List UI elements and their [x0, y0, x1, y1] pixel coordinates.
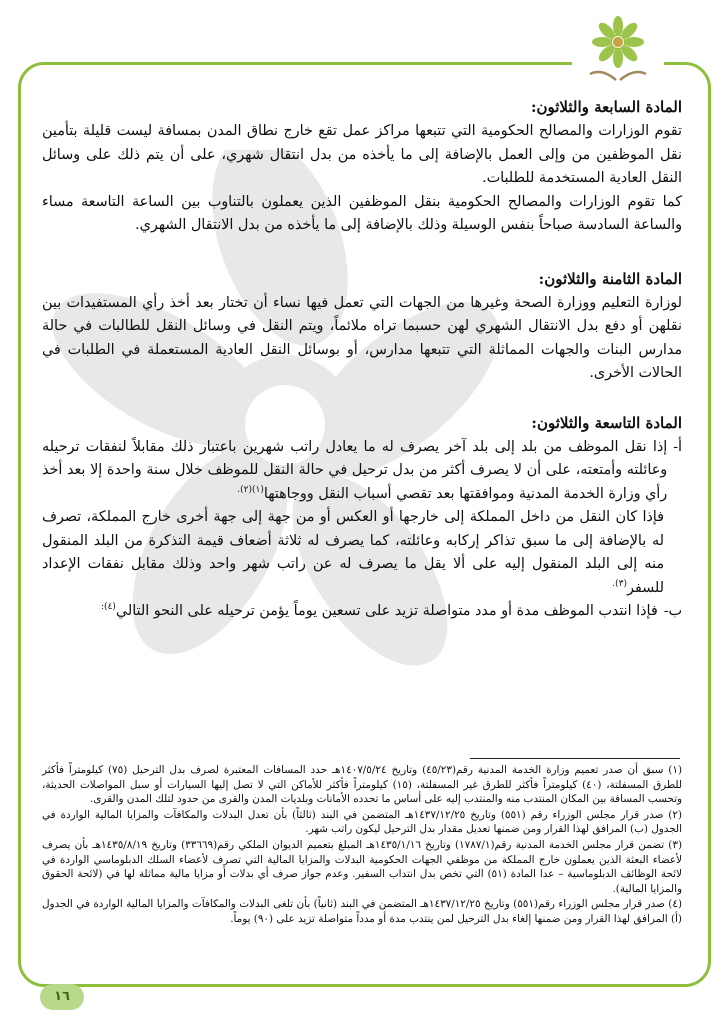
item-a-text: [42, 436, 667, 507]
article-37-paragraph-1: تقوم الوزارات والمصالح الحكومية التي تتبعها مراكز عمل تقع خارج نطاق المدن بمسافة ليست قليلة بتأمين نقل الموظفين من وإلى العمل بالإضافة إلى ما يأخذه من بدل انتقال شهري، على أن يتم ذلك على وسائل النقل العادية المستخدمة للطلبات.: [42, 123, 683, 186]
article-37-paragraph-2: كما تقوم الوزارات والمصالح الحكومية بنقل الموظفين الذين يعملون بالتناوب بين الساعة التاسعة مساء والساعة السادسة صباحاً بنفس الوسيلة وذلك بالإضافة إلى ما يأخذه من بدل الانتقال الشهري.: [42, 193, 682, 233]
footnote-divider: [470, 758, 680, 759]
article-37: [42, 96, 682, 238]
footnotes: [42, 763, 682, 928]
page-number: ١٦: [40, 984, 84, 1010]
article-38-title: المادة الثامنة والثلاثون:: [538, 269, 682, 288]
item-a-continuation-body: فإذا كان النقل من داخل المملكة إلى خارجها أو العكس أو من جهة إلى جهة أخرى خارج المملكة، تصرف له بالإضافة إلى ما سبق تذاكر إركابه وعائلته، كما يصرف له ثلاثة أضعاف قيمة التذكرة من البلد المنقول منه إلى البلد المنقول إليه على ألا يقل ما يصرف له عن راتب شهر واحد وذلك مقابل نفقات الإعداد للسفر: [42, 509, 664, 596]
item-a-continuation-ref: (٣).: [612, 578, 628, 589]
article-39-item-a: [42, 436, 682, 507]
article-38-paragraph-1: لوزارة التعليم ووزارة الصحة وغيرها من الجهات التي تعمل فيها نساء أن تختار بعد أخذ رأي المستفيدات بين نقلهن أو دفع بدل الانتقال الشهري لهن حسبما تراه ملائماً، ويتم النقل في وسائل النقل للطالبات في حالة مدارس البنات والجهات المماثلة التي تتبعها مدارس، أو بوسائل النقل العادية المستعملة في الطلبات في الحالات الأخرى.: [42, 294, 682, 381]
item-a-footnote-refs: (١)(٢).: [237, 484, 264, 495]
article-37-title: المادة السابعة والثلاثون:: [530, 98, 682, 116]
item-a-continuation: [42, 506, 664, 600]
item-a-body: إذا نقل الموظف من بلد إلى بلد آخر يصرف له ما يعادل راتب شهرين باعتبار ذلك مقابلاً لنفقات ترحيله وعائلته وأمتعته، على أن لا يصرف أكثر من بدل ترحيل في حالة النقل للموظف خلال سنة واحدة إلا بعد أخذ رأي وزارة الخدمة المدنية وموافقتها بعد تقصي أسباب النقل ووجاهتها: [42, 438, 668, 502]
footnote-2: (٢) صدر قرار مجلس الوزراء رقم (٥٥١) وتاريخ ١٤٣٧/١٢/٢٥هـ المتضمن في البند (ثالثاً) بأن تعدل البدلات والمكافآت والمزايا المالية الواردة في الجدول (ب) المرافق لهذا القرار ومن ضمنها تعديل مقدار بدل الترحيل ليكون راتب شهر.: [42, 808, 682, 836]
item-b-label: ب-: [663, 603, 682, 619]
footnote-1: (١) سبق أن صدر تعميم وزارة الخدمة المدنية رقم(٤٥/٢٣) وتاريخ ١٤٠٧/٥/٢٤هـ حدد المسافات المعتبرة لصرف بدل الترحيل (٧٥) كيلومتراً فأكثر للطرق المسفلتة، (٤٠) كيلومتراً فأكثر للطرق غير المسفلتة، (١٥) كيلومتراً فأكثر للأماكن التي لا تصل إليها السيارات أو سبل المواصلات الحديثة، وتحسب المسافة بين المكان المنتدب منه والمنتدب إليه على أساس ما تحدده الأمانات وبلديات المدن والقرى من حدود لتلك المدن والقرى.: [42, 764, 683, 806]
item-b-text: [42, 600, 658, 624]
article-content: [42, 96, 682, 624]
article-39-title: المادة التاسعة والثلاثون:: [531, 413, 682, 432]
article-39: [42, 412, 682, 624]
item-b-footnote-ref: (٤):: [101, 602, 116, 613]
footnote-3: (٣) تضمن قرار مجلس الخدمة المدنية رقم(١٧٨٧/١) وتاريخ ١٤٣٥/١/١٦هـ المبلغ بتعميم الديوان الملكي رقم(٣٣٦٦٩) وتاريخ ١٤٣٥/٨/١٩هـ بأن يصرف لأعضاء البعثة الذين يعملون خارج المملكة من موظفي الجهات الحكومية البدلات والمزايا المالية التي تصرف لأعضاء السلك الدبلوماسي الواردة في لائحة الوظائف الدبلوماسية – عدا المادة (٥١) التي تخص بدل انتداب السفير. وعدم جواز صرف أي بدلات أو مزايا مالية مماثلة لها في (لائحة الحقوق والمزايا المالية).: [42, 838, 683, 895]
footnote-4: (٤) صدر قرار مجلس الوزراء رقم(٥٥١) وتاريخ ١٤٣٧/١٢/٢٥هـ المتضمن في البند (ثانياً) بأن تلغى البدلات والمكافآت والمزايا المالية الواردة في الجدول (أ) المرافق لهذا القرار ومن ضمنها إلغاء بدل الترحيل لمن ينتدب مدة أو مدداً متواصلة تزيد على (٩٠) يوماً.: [42, 898, 682, 925]
emblem-logo-icon: [572, 8, 664, 90]
item-a-label: أ-: [673, 438, 682, 455]
item-b-body: فإذا انتدب الموظف مدة أو مدد متواصلة تزيد على تسعين يوماً يؤمن ترحيله على النحو التالي: [115, 603, 658, 619]
article-38: [42, 268, 682, 386]
article-39-item-b: [42, 600, 682, 624]
